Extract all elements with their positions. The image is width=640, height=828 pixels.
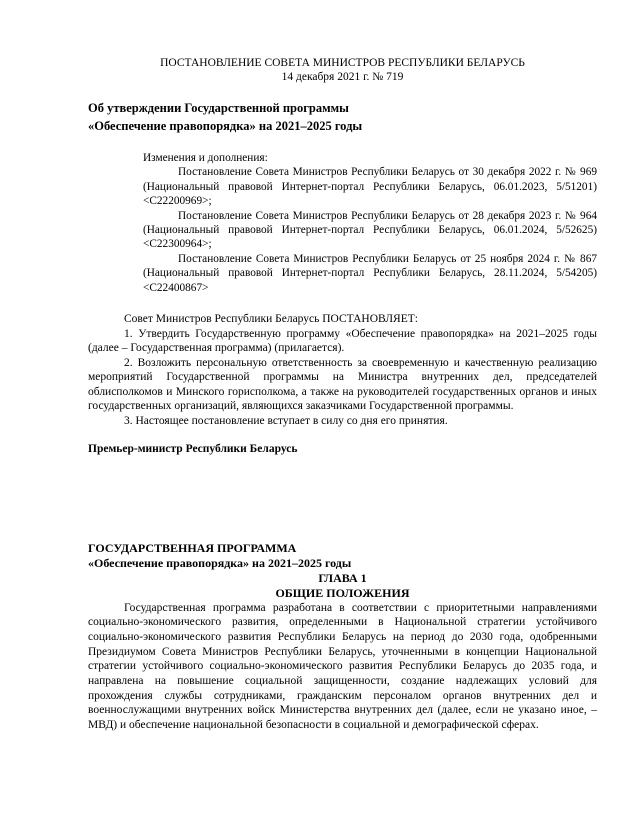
chapter-heading: ГЛАВА 1: [318, 570, 367, 585]
resolution-paragraph-1: 1. Утвердить Государственную программу «Обеспечение правопорядка» на 2021–2025 годы (далее – Государственная программа) (прилагается).: [88, 327, 597, 355]
document-date-number: 14 декабря 2021 г. № 719: [281, 71, 404, 83]
resolution-paragraph-3: 3. Настоящее постановление вступает в силу со дня его принятия.: [124, 414, 448, 427]
document-title-line1: Об утверждении Государственной программы: [88, 101, 349, 115]
signature-line: Премьер-министр Республики Беларусь: [88, 443, 298, 456]
document-title-line2: «Обеспечение правопорядка» на 2021–2025 годы: [88, 118, 363, 133]
amendment-item: Постановление Совета Министров Республики Беларусь от 28 декабря 2023 г. № 964 (Национальный правовой Интернет-портал Республики Беларусь, 06.01.2024, 5/52625) <C22300964>;: [143, 209, 597, 251]
document-header: [88, 56, 597, 84]
amendments-heading: Изменения и дополнения:: [143, 152, 268, 164]
resolution-paragraph-2: 2. Возложить персональную ответственность за своевременную и качественную реализацию мероприятий Государственной программы на Министра внутренних дел, председателей облисполкомов и Минского горисполкома, а также на руководителей государственных органов и иных государственных организаций, являющихся заказчиками Государственной программы.: [88, 356, 597, 413]
document-title: [88, 100, 597, 135]
chapter-subheading: ОБЩИЕ ПОЛОЖЕНИЯ: [275, 585, 410, 600]
program-title-line2: «Обеспечение правопорядка» на 2021–2025 годы: [88, 555, 352, 570]
program-body-paragraph: Государственная программа разработана в соответствии с приоритетными направлениями социально-экономического развития, определенными в Национальной стратегии устойчивого социально-экономического развития Республики Беларусь на период до 2030 года, одобренными Президиумом Совета Министров Республики Беларусь, уточненными в концепции Национальной стратегии устойчивого социально-экономического развития Республики Беларусь до 2035 года, и направлена на повышение социальной защищенности, создание надлежащих условий для прохождения службы сотрудниками, гражданским персоналом органов внутренних дел и военнослужащими внутренних войск Министерства внутренних дел (далее, если не указано иное, – МВД) и обеспечение национальной безопасности в социальной и демографической сферах.: [88, 601, 597, 732]
document-header-title: ПОСТАНОВЛЕНИЕ СОВЕТА МИНИСТРОВ РЕСПУБЛИКИ БЕЛАРУСЬ: [160, 57, 525, 69]
resolution-block: [88, 312, 597, 428]
amendment-item: Постановление Совета Министров Республики Беларусь от 25 ноября 2024 г. № 867 (Национальный правовой Интернет-портал Республики Беларусь, 28.11.2024, 5/54205) <C22400867>: [143, 252, 597, 294]
program-title-line1: ГОСУДАРСТВЕННАЯ ПРОГРАММА: [88, 540, 297, 555]
program-section: [88, 541, 597, 733]
resolution-intro: Совет Министров Республики Беларусь ПОСТАНОВЛЯЕТ:: [124, 313, 418, 326]
amendments-block: [143, 151, 597, 295]
program-title: [88, 541, 597, 571]
amendment-item: Постановление Совета Министров Республики Беларусь от 30 декабря 2022 г. № 969 (Национальный правовой Интернет-портал Республики Беларусь, 06.01.2023, 5/51201) <C22200969>;: [143, 166, 597, 208]
